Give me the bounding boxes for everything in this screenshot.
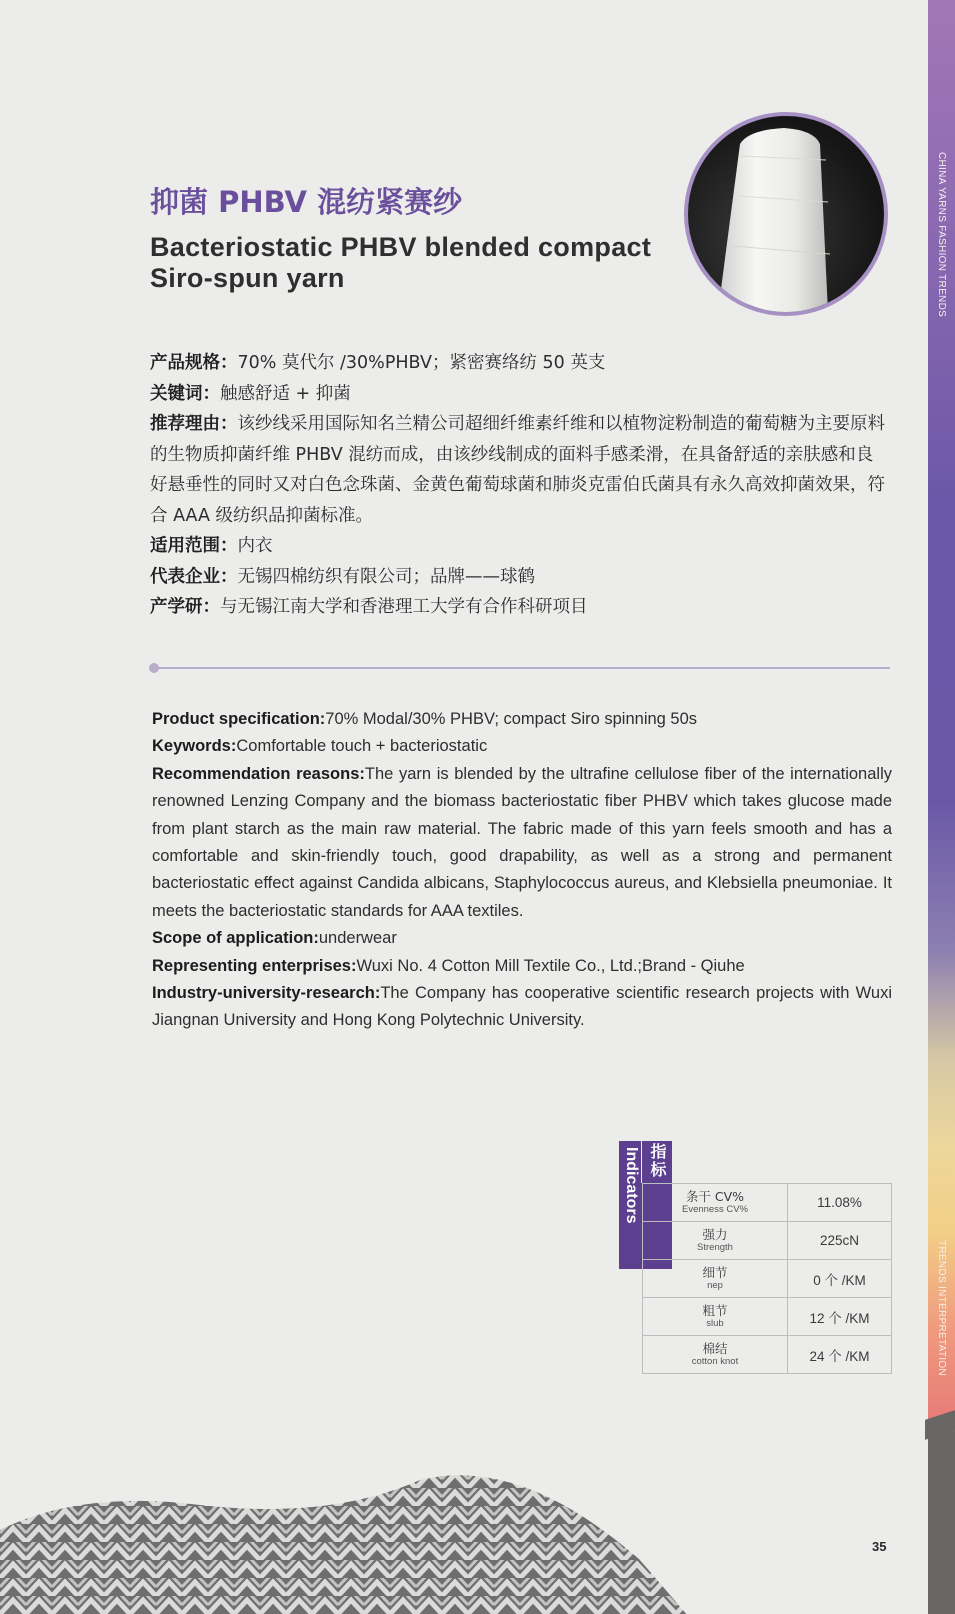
indicator-name-cn: 粗节 — [702, 1302, 728, 1318]
title-english: Bacteriostatic PHBV blended compact Siro-spun yarn — [150, 232, 652, 293]
indicator-name-en: Strength — [697, 1241, 733, 1253]
en-spec-line: Product specification:70% Modal/30% PHBV; compact Siro spinning 50s — [152, 710, 698, 728]
indicator-name — [643, 1298, 788, 1336]
indicator-name-en: nep — [707, 1279, 723, 1291]
indicator-row — [643, 1222, 892, 1260]
indicators-label-en: Indicators — [623, 1147, 640, 1224]
indicator-value: 225cN — [788, 1222, 892, 1260]
indicator-row — [643, 1336, 892, 1374]
indicator-name-en: Evenness CV% — [681, 1203, 748, 1215]
en-scope-line: Scope of application:underwear — [152, 929, 397, 948]
indicator-name-cn: 细节 — [702, 1264, 728, 1280]
side-label-top: CHINA YARNS FASHION TRENDS — [936, 152, 947, 318]
title-chinese: 抑菌 PHBV 混纺紧赛纱 — [150, 185, 463, 219]
side-label-bottom: TRENDS INTERPRETATION — [936, 1240, 947, 1376]
en-keywords-line: Keywords:Comfortable touch + bacteriostatic — [152, 737, 488, 756]
page-number: 35 — [872, 1539, 887, 1554]
en-enterprise-line: Representing enterprises:Wuxi No. 4 Cotton Mill Textile Co., Ltd.;Brand - Qiuhe — [152, 956, 745, 975]
fabric-image — [0, 1470, 700, 1614]
indicator-name — [643, 1260, 788, 1298]
indicator-row — [643, 1260, 892, 1298]
cn-reason-line: 推荐理由：该纱线采用国际知名兰精公司超细纤维素纤维和以植物淀粉制造的葡萄糖为主要原料的生物质抑菌纤维 PHBV 混纺而成，由该纱线制成的面料手感柔滑，在具备舒适的亲肤感和良好悬垂性的同时又对白色念珠菌、金黄色葡萄球菌和肺炎克雷伯氏菌具有永久高效抑菌效果，符合 AAA 级纺织品抑菌标准。 — [150, 414, 885, 526]
yarn-cone-image — [684, 112, 888, 316]
cn-spec-line: 产品规格：70% 莫代尔 /30%PHBV；紧密赛络纺 50 英支 — [150, 353, 606, 373]
indicators-label-cn: 指标 — [648, 1143, 667, 1179]
cn-enterprise-line: 代表企业：无锡四棉纺织有限公司；品牌——球鹤 — [150, 566, 535, 587]
indicator-value: 0 个 /KM — [788, 1260, 892, 1298]
indicator-value: 11.08% — [788, 1184, 892, 1222]
indicator-name — [643, 1184, 788, 1222]
indicator-name — [643, 1336, 788, 1374]
indicator-value: 12 个 /KM — [788, 1298, 892, 1336]
indicator-name — [643, 1222, 788, 1260]
indicator-row — [643, 1298, 892, 1336]
indicator-name-en: slub — [706, 1317, 724, 1329]
chinese-description — [150, 348, 890, 623]
indicator-name-en: cotton knot — [691, 1355, 739, 1367]
en-research-line: Industry-university-research:The Company has cooperative scientific research projects with Wuxi Jiangnan University and Hong Kong Polytechnic University. — [152, 984, 892, 1030]
indicator-row — [643, 1184, 892, 1222]
cn-research-line: 产学研：与无锡江南大学和香港理工大学有合作科研项目 — [150, 597, 588, 617]
section-divider — [154, 667, 890, 669]
indicator-name-cn: 棉结 — [702, 1340, 728, 1356]
en-reason-line: Recommendation reasons:The yarn is blended by the ultrafine cellulose fiber of the internationally renowned Lenzing Company and the biomass bacteriostatic fiber PHBV which takes glucose made from plant starch as the main raw material. The fabric made of this yarn feels smooth and has a comfortable and skin-friendly touch, good drapability, as well as a strong and permanent bacteriostatic effect against Candida albicans, Staphylococcus aureus, and Klebsiella pneumoniae. It meets the bacteriostatic standards for AAA textiles. — [152, 764, 892, 920]
indicator-name-cn: 强力 — [702, 1226, 728, 1242]
english-description — [152, 706, 892, 1035]
indicator-value: 24 个 /KM — [788, 1336, 892, 1374]
indicator-name-cn: 条干 CV% — [685, 1188, 745, 1204]
cn-keywords-line: 关键词：触感舒适 + 抑菌 — [150, 383, 351, 404]
indicators-table — [642, 1183, 892, 1374]
cn-scope-line: 适用范围：内衣 — [150, 536, 273, 556]
